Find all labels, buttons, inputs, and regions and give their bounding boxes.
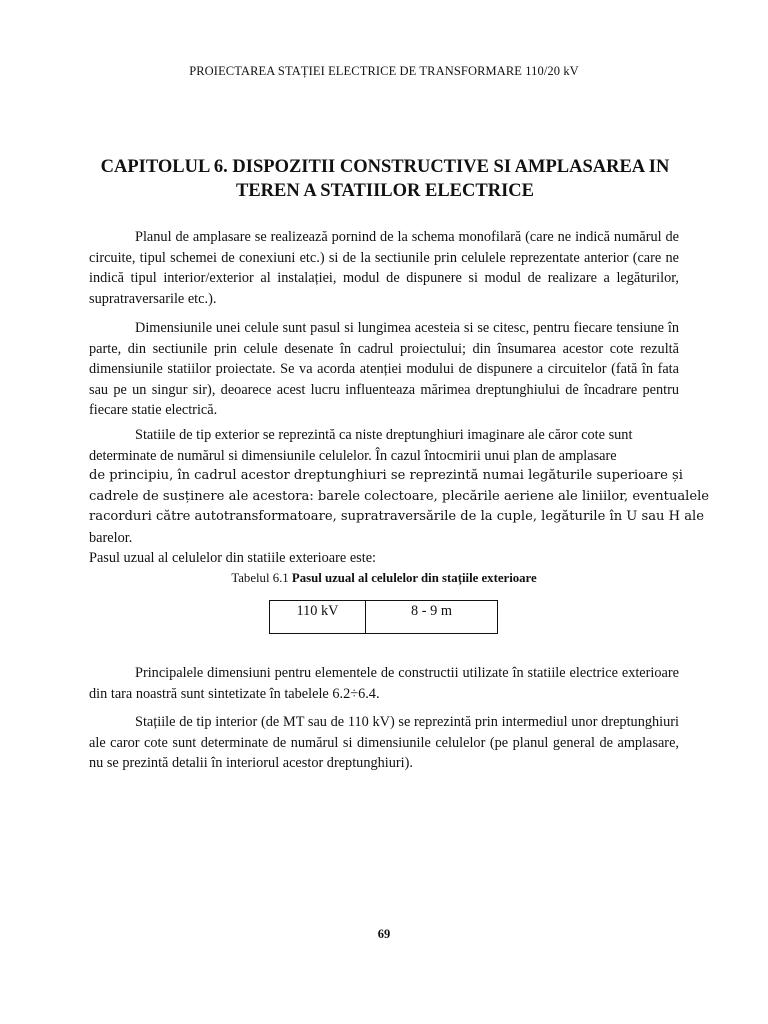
- table-caption-title: Pasul uzual al celulelor din stațiile exterioare: [291, 571, 537, 585]
- paragraph-line: cadrele de susținere ale acestora: barele colectoare, plecările aeriene ale liniilor, eventualele: [89, 488, 710, 504]
- paragraph-line: racorduri către autotransformatoare, supratraversările de la cuple, legăturile în U sau H ale: [89, 509, 704, 524]
- paragraph-2: [89, 318, 679, 421]
- page-number: 69: [377, 927, 391, 941]
- running-header: PROIECTAREA STAȚIEI ELECTRICE DE TRANSFORMARE 110/20 kV: [189, 64, 579, 78]
- chapter-title-line-2: TEREN A STATIILOR ELECTRICE: [236, 181, 534, 201]
- paragraph-line: determinate de numărul si dimensiunile celulelor. În cazul întocmirii unui plan de amplasare: [89, 447, 617, 464]
- paragraph-line: Pasul uzual al celulelor din statiile exterioare este:: [89, 550, 377, 566]
- paragraph-line: de principiu, în cadrul acestor dreptunghiuri se reprezintă numai legăturile superioare și: [89, 468, 683, 483]
- paragraph-text: Principalele dimensiuni pentru elementele de constructii utilizate în statiile electrice exterioare din tara noastră sunt sintetizate în tabelele 6.2÷6.4.: [89, 665, 679, 702]
- table-caption-prefix: Tabelul 6.1: [231, 571, 292, 585]
- cell-pitch-table: [269, 600, 498, 634]
- chapter-title-line-1: CAPITOLUL 6. DISPOZITII CONSTRUCTIVE SI AMPLASAREA IN: [100, 157, 670, 177]
- paragraph-text: Dimensiunile unei celule sunt pasul si lungimea acesteia si se citesc, pentru fiecare tensiune în parte, din sectiunile prin celule desenate în cadrul proiectului; din însumarea acestor cote rezultă dimensiunile statiilor proiectate. Se va acorda atenției modului de dispunere a circuitelor (fată în fata sau pe un singur sir), deoarece acest lucru influenteaza mărimea dreptunghiului de încadrare pentru fiecare statie electrică.: [89, 320, 679, 418]
- table-caption: [0, 571, 768, 586]
- paragraph-4: [89, 663, 679, 704]
- paragraph-line: barelor.: [89, 529, 133, 546]
- paragraph-line: Statiile de tip exterior se reprezintă ca niste dreptunghiuri imaginare ale căror cote sunt: [135, 427, 633, 443]
- table-row: [270, 601, 498, 634]
- chapter-title: [90, 155, 680, 203]
- paragraph-5: [89, 712, 679, 774]
- table-cell-pitch: 8 - 9 m: [366, 601, 498, 634]
- paragraph-1: [89, 227, 679, 309]
- paragraph-3: [89, 425, 710, 569]
- table-cell-voltage: 110 kV: [270, 601, 366, 634]
- paragraph-text: Stațiile de tip interior (de MT sau de 110 kV) se reprezintă prin intermediul unor dreptunghiuri ale caror cote sunt determinate de numărul si dimensiunile celulelor (pe planul general de amplasare, nu se prezintă detalii în interiorul acestor dreptunghiuri).: [89, 714, 679, 771]
- paragraph-text: Planul de amplasare se realizează pornind de la schema monofilară (care ne indică numărul de circuite, tipul schemei de conexiuni etc.) si de la sectiunile prin celulele reprezentate anterior (care ne indică tipul interior/exterior al instalației, modul de dispunere si modul de realizare a legăturilor, supratraversarile etc.).: [89, 229, 679, 307]
